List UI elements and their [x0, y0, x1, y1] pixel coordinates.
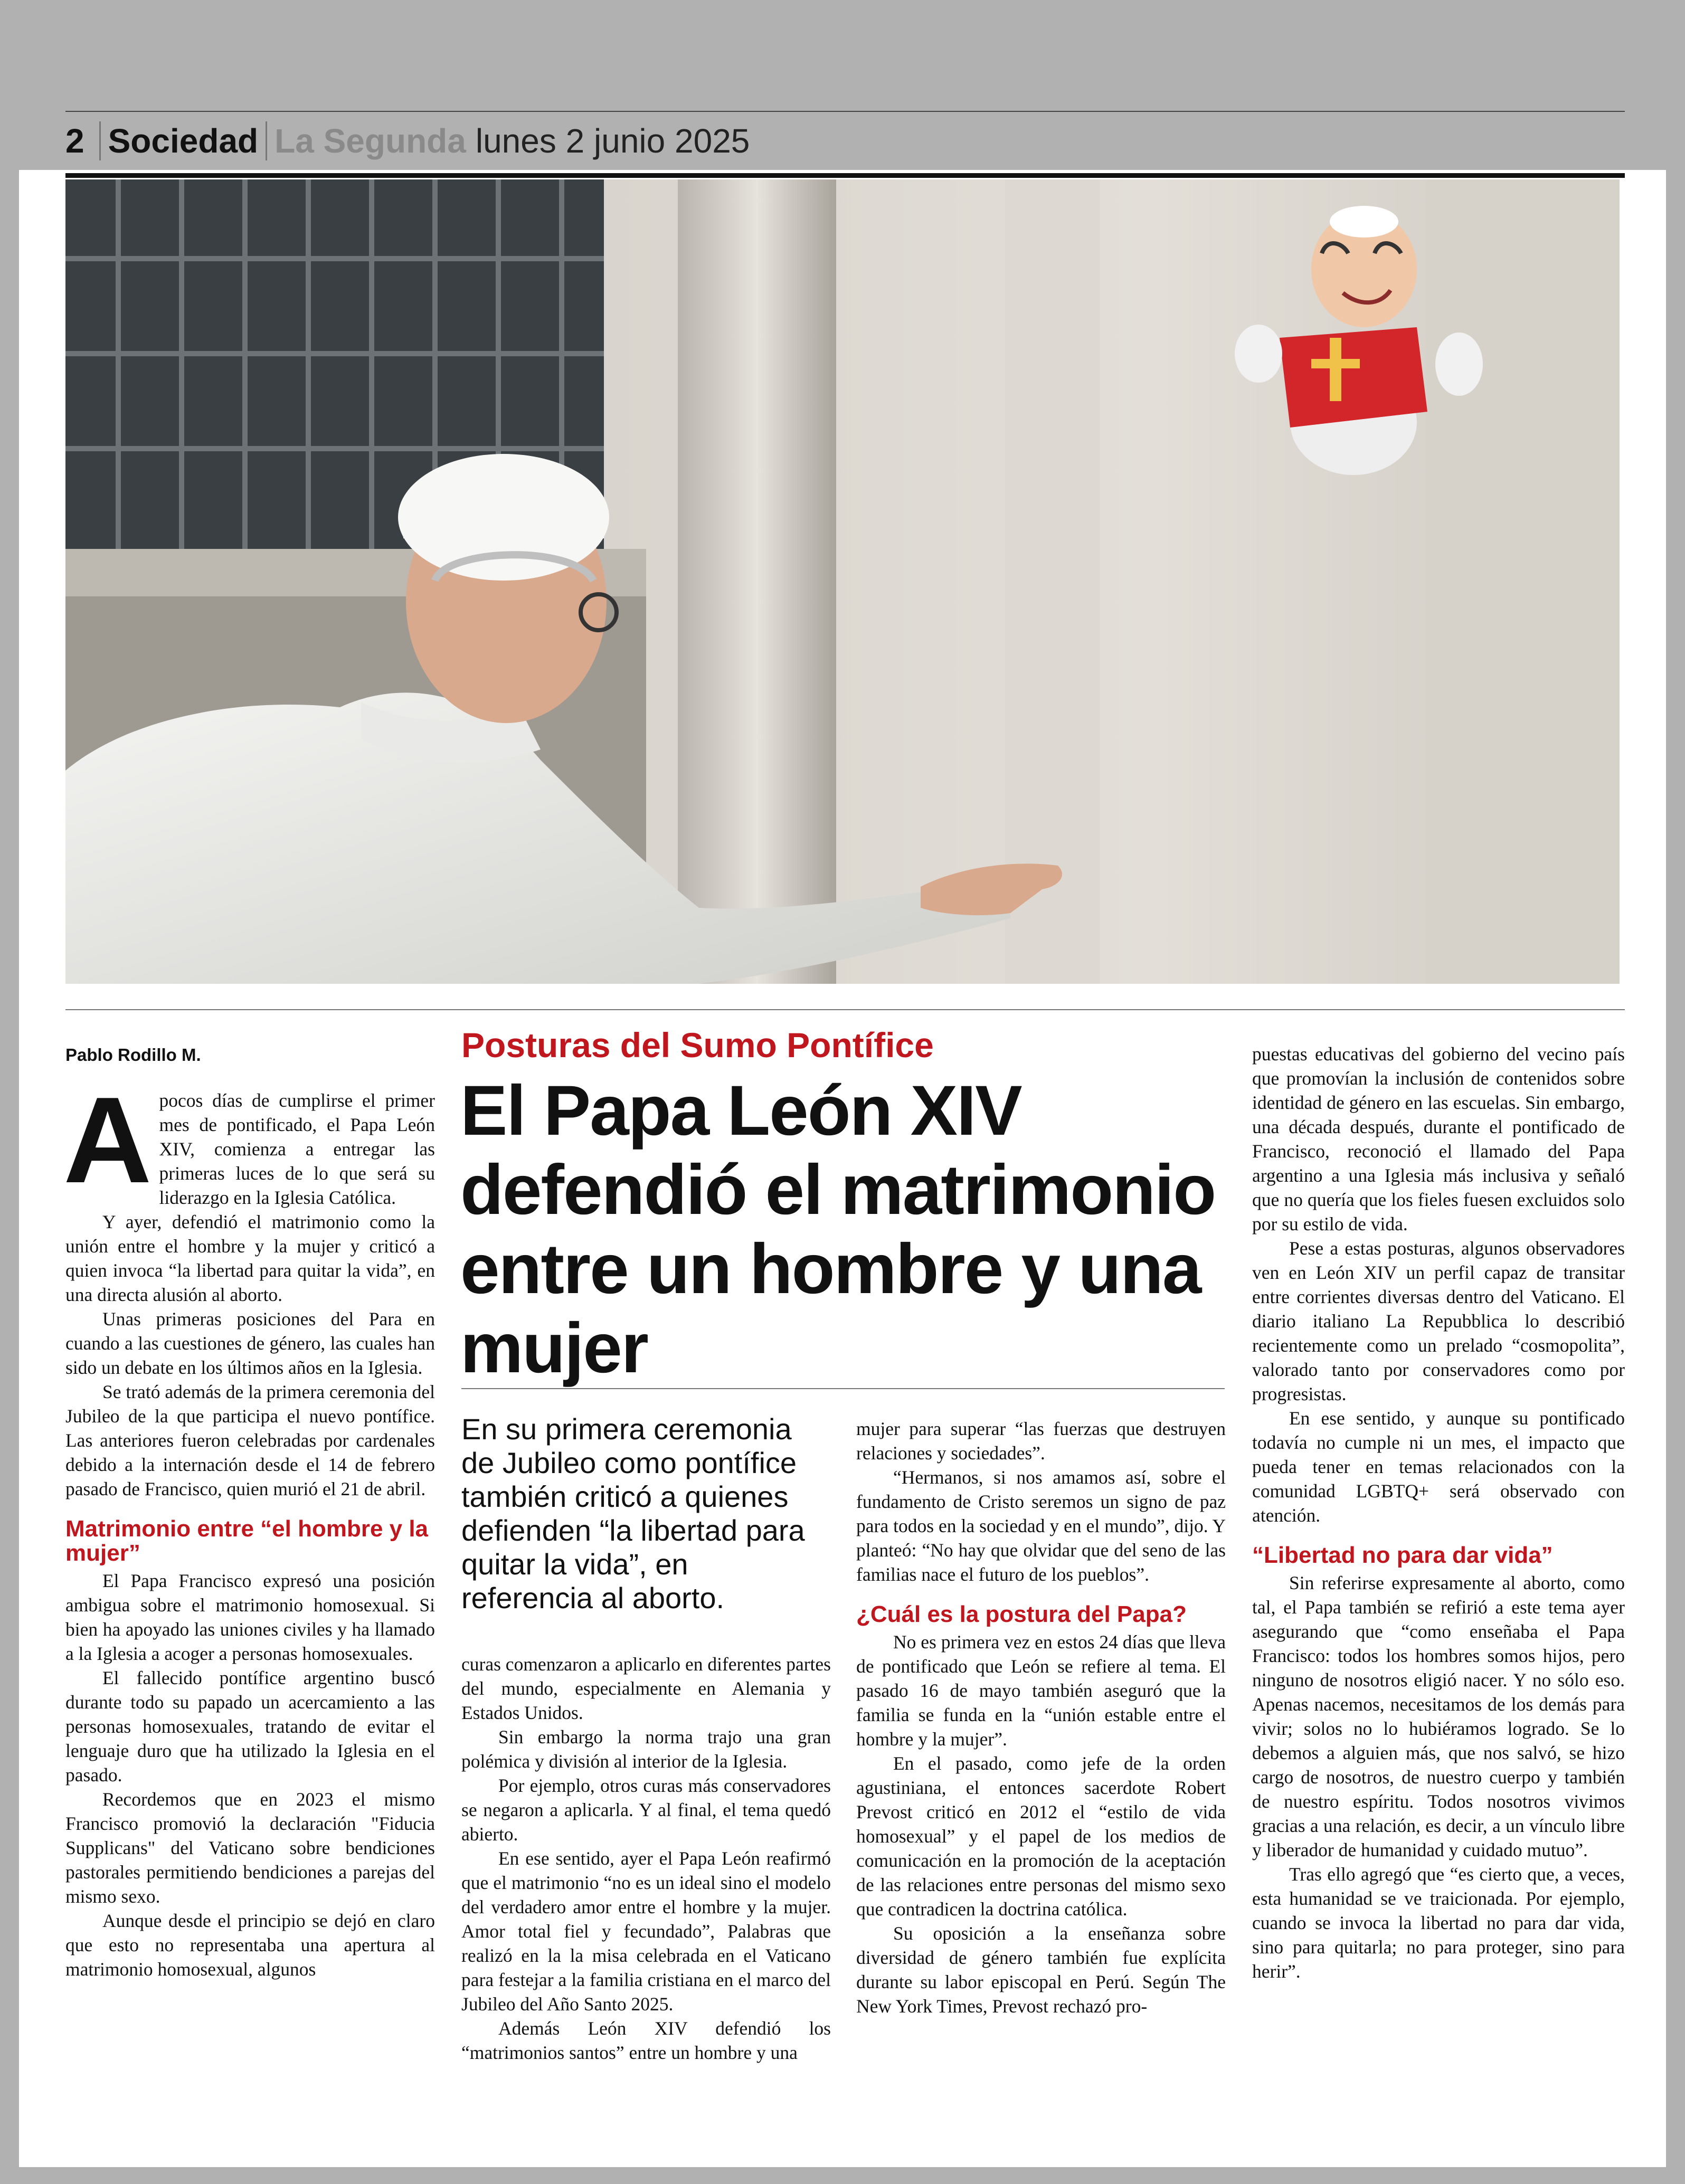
article-column-3 [856, 1417, 1226, 2018]
paragraph: mujer para superar “las fuerzas que destruyen relaciones y sociedades”. [856, 1418, 1226, 1464]
subheading: Matrimonio entre “el hombre y la mujer” [65, 1516, 429, 1566]
issue-date: lunes 2 junio 2025 [475, 122, 750, 160]
headline-rule [461, 1388, 1225, 1389]
article-column-1 [63, 1072, 435, 1981]
header-divider [99, 121, 101, 160]
deck-summary: En su primera ceremonia de Jubileo como pontífice también criticó a quienes defienden “la libertad para quitar la vida”, en referencia al aborto. [461, 1412, 805, 1615]
paragraph: El Papa Francisco expresó una posición ambigua sobre el matrimonio homosexual. Si bien ha apoyado las uniones civiles y ha llamado a la Iglesia a acoger a personas homosexuales. [65, 1570, 435, 1664]
photo-illustration [65, 179, 1620, 984]
paragraph: Su oposición a la enseñanza sobre diversidad de género también fue explícita durante su labor episcopal en Perú. Según The New York Times, Prevost rechazó pro- [856, 1923, 1226, 2017]
page-number: 2 [65, 122, 84, 160]
photo-bottom-rule [65, 1009, 1625, 1010]
section-name: Sociedad [108, 122, 259, 160]
paragraph: Y ayer, defendió el matrimonio como la unión entre el hombre y la mujer y criticó a quien invoca “la libertad para quitar la vida”, en una directa alusión al aborto. [65, 1211, 435, 1305]
headline: El Papa León XIV defendió el matrimonio entre un hombre y una mujer [460, 1071, 1216, 1388]
paragraph-text: pocos días de cumplirse el primer mes de pontificado, el Papa León XIV, comienza a entregar las primeras luces de lo que será su liderazgo en la Iglesia Católica. [159, 1090, 435, 1208]
newspaper-name: La Segunda [274, 122, 466, 160]
paragraph: En el pasado, como jefe de la orden agustiniana, el entonces sacerdote Robert Prevost criticó en 2012 el “estilo de vida homosexual” y el papel de los medios de comunicación en la promoción de la aceptación de las relaciones entre personas del mismo sexo que contradicen la doctrina católica. [856, 1753, 1226, 1920]
paragraph: Se trató además de la primera ceremonia del Jubileo de la que participa el nuevo pontífice. Las anteriores fueron celebradas por cardenales debido a la internación desde el 14 de febrero pasado de Francisco, quien murió el 21 de abril. [65, 1381, 435, 1499]
paragraph: Además León XIV defendió los “matrimonios santos” entre un hombre y una [461, 2018, 831, 2063]
paragraph: Recordemos que en 2023 el mismo Francisco promovió la declaración "Fiducia Supplicans" del Vaticano sobre bendiciones pastorales permitiendo bendiciones a parejas del mismo sexo. [65, 1789, 435, 1907]
article-column-4 [1252, 1042, 1625, 1983]
paragraph: El fallecido pontífice argentino buscó durante todo su papado un acercamiento a las personas homosexuales, tratando de evitar el lenguaje duro que ha utilizado la Iglesia en el pasado. [65, 1667, 435, 1786]
header-top-rule [65, 111, 1625, 112]
header-bottom-rule [65, 173, 1625, 178]
article-column-2 [461, 1652, 831, 2065]
byline: Pablo Rodillo M. [65, 1045, 201, 1065]
dropcap: A [63, 1072, 152, 1209]
paragraph: En ese sentido, y aunque su pontificado todavía no cumple ni un mes, el impacto que pueda tener en temas relacionados con la comunidad LGBTQ+ será observado con atención. [1252, 1408, 1625, 1526]
lead-paragraph [63, 1072, 435, 1210]
subheading: ¿Cuál es la postura del Papa? [856, 1601, 1187, 1627]
paragraph: En ese sentido, ayer el Papa León reafirmó que el matrimonio “no es un ideal sino el modelo del verdadero amor entre el hombre y la mujer. Amor total fiel y fecundado”, Palabras que realizó en la la misa celebrada en el Vaticano para festejar a la familia cristiana en el marco del Jubileo del Año Santo 2025. [461, 1848, 831, 2015]
paragraph: “Hermanos, si nos amamos así, sobre el fundamento de Cristo seremos un signo de paz para todos en la sociedad y en el mundo”, dijo. Y planteó: “No hay que olvidar que del seno de las familias nace el futuro de los pueblos”. [856, 1467, 1226, 1585]
paragraph: No es primera vez en estos 24 días que lleva de pontificado que León se refiere al tema. El pasado 16 de mayo también aseguró que la familia se funda en la “unión estable entre el hombre y la mujer”. [856, 1631, 1226, 1750]
paragraph: Tras ello agregó que “es cierto que, a veces, esta humanidad se ve traicionada. Por ejemplo, cuando se invoca la libertad no para dar vida, sino para quitarla; no para proteger, sino para herir”. [1252, 1864, 1625, 1982]
kicker: Posturas del Sumo Pontífice [461, 1025, 934, 1065]
subheading: “Libertad no para dar vida” [1252, 1542, 1553, 1568]
paragraph: Pese a estas posturas, algunos observadores ven en León XIV un perfil capaz de transitar entre corrientes diversas dentro del Vaticano. El diario italiano La Repubblica lo describió recientemente como un prelado “cosmopolita”, valorado tanto por conservadores como por progresistas. [1252, 1238, 1625, 1404]
paragraph: curas comenzaron a aplicarlo en diferentes partes del mundo, especialmente en Alemania y Estados Unidos. [461, 1654, 831, 1723]
paragraph: Sin referirse expresamente al aborto, como tal, el Papa también se refirió a este tema ayer asegurando que “como enseñaba el Papa Francisco: todos los hombres somos hijos, pero ninguno de nosotros eligió nacer. Y no sólo eso. Apenas nacemos, necesitamos de los demás para vivir; solos no lo hubiéramos logrado. Se lo debemos a alguien más, que nos salvó, se hizo cargo de nosotros, de nuestro cuerpo y también de nuestro espíritu. Todos nosotros vivimos gracias a una relación, es decir, a un vínculo libre y liberador de humanidad y cuidado mutuo”. [1252, 1572, 1625, 1860]
page-header [65, 117, 750, 165]
header-divider [266, 121, 267, 160]
paragraph: Aunque desde el principio se dejó en claro que esto no representaba una apertura al matrimonio homosexual, algunos [65, 1910, 435, 1980]
paragraph: Unas primeras posiciones del Para en cuando a las cuestiones de género, las cuales han sido un debate en los últimos años en la Iglesia. [65, 1308, 435, 1378]
paragraph: puestas educativas del gobierno del vecino país que promovían la inclusión de contenidos sobre identidad de género en las escuelas. Sin embargo, una década después, durante el pontificado de Francisco, reconoció el llamado del Papa argentino a una Iglesia más inclusiva y señaló que no quería que los fieles fuesen excluidos solo por su estilo de vida. [1252, 1043, 1625, 1235]
pope-photo-image [65, 179, 1620, 984]
paragraph: Sin embargo la norma trajo una gran polémica y división al interior de la Iglesia. [461, 1726, 831, 1772]
paragraph: Por ejemplo, otros curas más conservadores se negaron a aplicarla. Y al final, el tema quedó abierto. [461, 1775, 831, 1845]
